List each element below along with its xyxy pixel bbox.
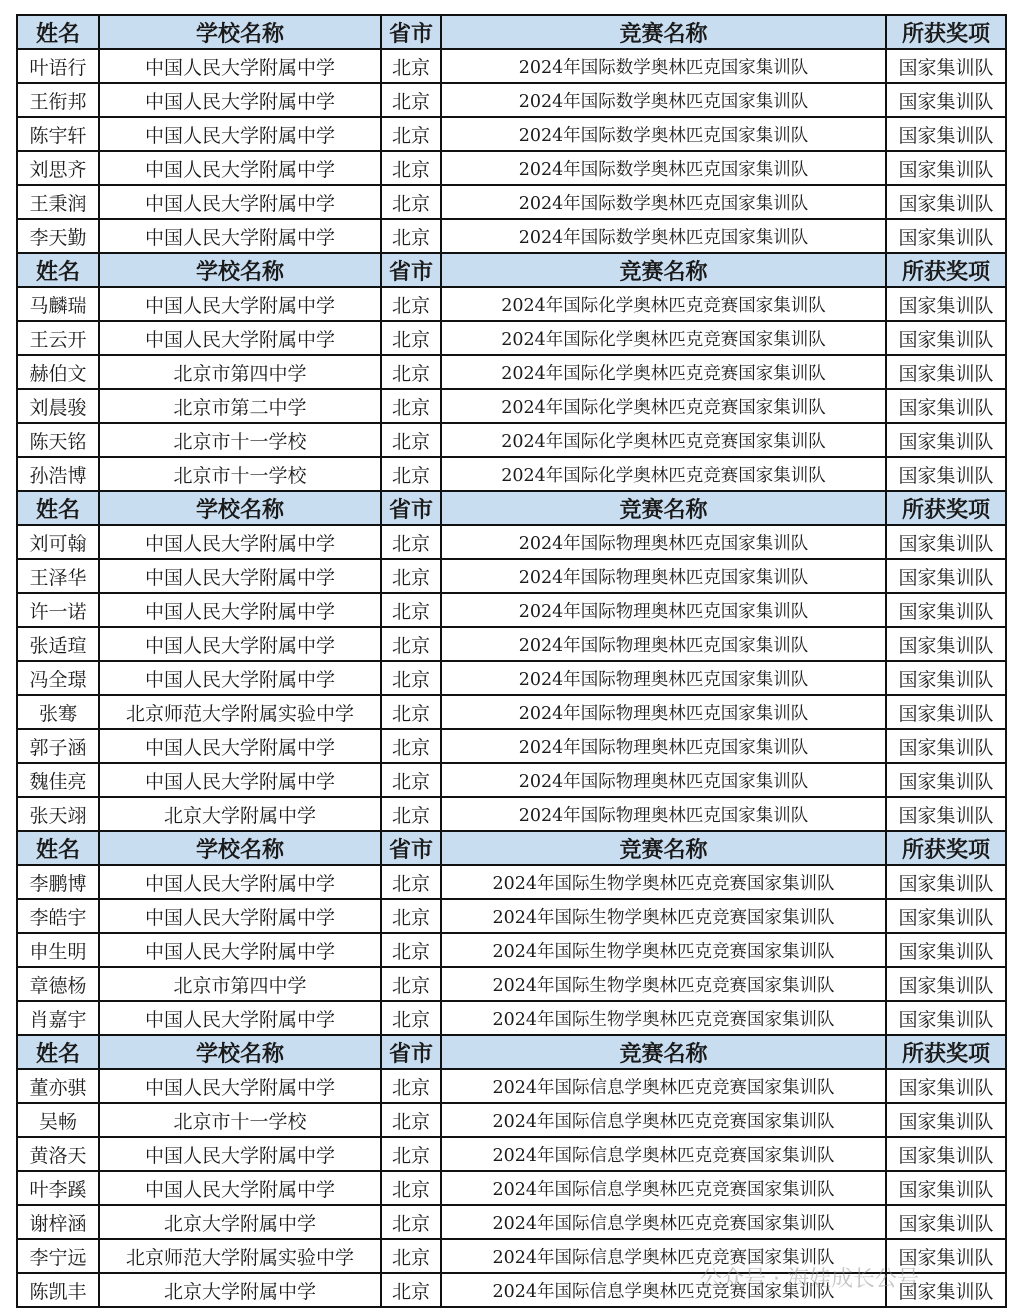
cell-name: 郭子涵 [17,729,99,763]
cell-school: 中国人民大学附属中学 [99,865,381,899]
cell-school: 中国人民大学附属中学 [99,49,381,83]
cell-province: 北京 [381,219,441,253]
cell-name: 张骞 [17,695,99,729]
cell-name: 李宁远 [17,1239,99,1273]
header-province: 省市 [381,831,441,865]
header-award: 所获奖项 [886,1035,1006,1069]
cell-province: 北京 [381,797,441,831]
cell-school: 中国人民大学附属中学 [99,1171,381,1205]
cell-award: 国家集训队 [886,1171,1006,1205]
cell-award: 国家集训队 [886,1273,1006,1307]
cell-competition: 2024年国际生物学奥林匹克竞赛国家集训队 [441,899,886,933]
table-row [17,593,1006,627]
table-row [17,559,1006,593]
header-school: 学校名称 [99,15,381,49]
cell-province: 北京 [381,457,441,491]
cell-province: 北京 [381,49,441,83]
header-name: 姓名 [17,831,99,865]
cell-name: 章德杨 [17,967,99,1001]
cell-school: 中国人民大学附属中学 [99,185,381,219]
cell-province: 北京 [381,661,441,695]
cell-award: 国家集训队 [886,729,1006,763]
cell-province: 北京 [381,1273,441,1307]
cell-school: 中国人民大学附属中学 [99,1069,381,1103]
cell-award: 国家集训队 [886,525,1006,559]
cell-name: 魏佳亮 [17,763,99,797]
cell-school: 北京大学附属中学 [99,1273,381,1307]
cell-province: 北京 [381,287,441,321]
cell-competition: 2024年国际物理奥林匹克国家集训队 [441,593,886,627]
cell-name: 王衔邦 [17,83,99,117]
header-award: 所获奖项 [886,253,1006,287]
cell-province: 北京 [381,1001,441,1035]
cell-award: 国家集训队 [886,287,1006,321]
section-header-row [17,1035,1006,1069]
table-row [17,933,1006,967]
cell-competition: 2024年国际物理奥林匹克国家集训队 [441,797,886,831]
cell-award: 国家集训队 [886,423,1006,457]
header-province: 省市 [381,1035,441,1069]
cell-province: 北京 [381,593,441,627]
header-province: 省市 [381,491,441,525]
table-row [17,763,1006,797]
cell-name: 吴畅 [17,1103,99,1137]
cell-province: 北京 [381,933,441,967]
cell-award: 国家集训队 [886,1069,1006,1103]
table-row [17,797,1006,831]
cell-award: 国家集训队 [886,457,1006,491]
cell-award: 国家集训队 [886,389,1006,423]
cell-competition: 2024年国际数学奥林匹克国家集训队 [441,117,886,151]
cell-name: 张天翊 [17,797,99,831]
header-competition: 竞赛名称 [441,491,886,525]
cell-competition: 2024年国际化学奥林匹克竞赛国家集训队 [441,287,886,321]
cell-school: 中国人民大学附属中学 [99,1001,381,1035]
cell-province: 北京 [381,355,441,389]
cell-name: 王云开 [17,321,99,355]
cell-name: 张适瑄 [17,627,99,661]
cell-name: 陈天铭 [17,423,99,457]
cell-school: 北京市十一学校 [99,457,381,491]
cell-school: 北京师范大学附属实验中学 [99,1239,381,1273]
cell-school: 中国人民大学附属中学 [99,627,381,661]
cell-name: 刘可翰 [17,525,99,559]
cell-school: 中国人民大学附属中学 [99,83,381,117]
cell-school: 北京大学附属中学 [99,1205,381,1239]
cell-school: 北京市第四中学 [99,967,381,1001]
header-award: 所获奖项 [886,831,1006,865]
cell-province: 北京 [381,763,441,797]
cell-competition: 2024年国际数学奥林匹克国家集训队 [441,83,886,117]
cell-province: 北京 [381,899,441,933]
cell-province: 北京 [381,151,441,185]
cell-school: 北京市十一学校 [99,1103,381,1137]
cell-province: 北京 [381,185,441,219]
cell-competition: 2024年国际信息学奥林匹克竞赛国家集训队 [441,1103,886,1137]
cell-award: 国家集训队 [886,797,1006,831]
table-row [17,1137,1006,1171]
cell-competition: 2024年国际生物学奥林匹克竞赛国家集训队 [441,1001,886,1035]
table-row [17,729,1006,763]
cell-school: 中国人民大学附属中学 [99,763,381,797]
section-header-row [17,491,1006,525]
cell-award: 国家集训队 [886,355,1006,389]
cell-competition: 2024年国际生物学奥林匹克竞赛国家集训队 [441,933,886,967]
cell-competition: 2024年国际生物学奥林匹克竞赛国家集训队 [441,865,886,899]
cell-name: 叶语行 [17,49,99,83]
header-school: 学校名称 [99,491,381,525]
cell-province: 北京 [381,1137,441,1171]
cell-province: 北京 [381,1205,441,1239]
cell-name: 申生明 [17,933,99,967]
cell-award: 国家集训队 [886,185,1006,219]
header-school: 学校名称 [99,253,381,287]
cell-name: 董亦骐 [17,1069,99,1103]
cell-province: 北京 [381,967,441,1001]
cell-competition: 2024年国际信息学奥林匹克竞赛国家集训队 [441,1137,886,1171]
header-competition: 竞赛名称 [441,1035,886,1069]
table-row [17,457,1006,491]
cell-award: 国家集训队 [886,1205,1006,1239]
header-name: 姓名 [17,253,99,287]
table-row [17,83,1006,117]
cell-province: 北京 [381,321,441,355]
cell-award: 国家集训队 [886,899,1006,933]
header-name: 姓名 [17,15,99,49]
cell-province: 北京 [381,1171,441,1205]
cell-award: 国家集训队 [886,117,1006,151]
cell-competition: 2024年国际化学奥林匹克竞赛国家集训队 [441,321,886,355]
header-competition: 竞赛名称 [441,15,886,49]
cell-name: 肖嘉宇 [17,1001,99,1035]
cell-competition: 2024年国际物理奥林匹克国家集训队 [441,763,886,797]
table-row [17,151,1006,185]
cell-competition: 2024年国际物理奥林匹克国家集训队 [441,559,886,593]
cell-award: 国家集训队 [886,763,1006,797]
header-province: 省市 [381,15,441,49]
cell-competition: 2024年国际信息学奥林匹克竞赛国家集训队 [441,1171,886,1205]
cell-competition: 2024年国际生物学奥林匹克竞赛国家集训队 [441,967,886,1001]
table-row [17,695,1006,729]
cell-award: 国家集训队 [886,933,1006,967]
cell-competition: 2024年国际信息学奥林匹克竞赛国家集训队 [441,1069,886,1103]
table-row [17,661,1006,695]
cell-name: 陈宇轩 [17,117,99,151]
cell-award: 国家集训队 [886,559,1006,593]
section-header-row [17,831,1006,865]
cell-competition: 2024年国际物理奥林匹克国家集训队 [441,695,886,729]
header-award: 所获奖项 [886,491,1006,525]
table-row [17,219,1006,253]
header-name: 姓名 [17,1035,99,1069]
cell-award: 国家集训队 [886,49,1006,83]
cell-award: 国家集训队 [886,321,1006,355]
watermark-text: 公众号 · 海娃成长公号 [700,1267,919,1292]
cell-award: 国家集训队 [886,695,1006,729]
table-row [17,1205,1006,1239]
cell-province: 北京 [381,1069,441,1103]
cell-province: 北京 [381,865,441,899]
cell-competition: 2024年国际化学奥林匹克竞赛国家集训队 [441,423,886,457]
cell-name: 刘晨骏 [17,389,99,423]
table-row [17,355,1006,389]
section-header-row [17,15,1006,49]
award-table-body [17,15,1006,1307]
table-row [17,967,1006,1001]
cell-competition: 2024年国际物理奥林匹克国家集训队 [441,661,886,695]
cell-school: 中国人民大学附属中学 [99,287,381,321]
cell-name: 王泽华 [17,559,99,593]
cell-school: 北京大学附属中学 [99,797,381,831]
cell-competition: 2024年国际物理奥林匹克国家集训队 [441,627,886,661]
cell-competition: 2024年国际物理奥林匹克国家集训队 [441,729,886,763]
header-school: 学校名称 [99,1035,381,1069]
cell-competition: 2024年国际信息学奥林匹克竞赛国家集训队 [441,1205,886,1239]
cell-award: 国家集训队 [886,593,1006,627]
header-province: 省市 [381,253,441,287]
cell-name: 黄洛天 [17,1137,99,1171]
cell-school: 中国人民大学附属中学 [99,729,381,763]
cell-competition: 2024年国际数学奥林匹克国家集训队 [441,151,886,185]
cell-name: 陈凯丰 [17,1273,99,1307]
cell-award: 国家集训队 [886,967,1006,1001]
cell-competition: 2024年国际数学奥林匹克国家集训队 [441,219,886,253]
cell-school: 中国人民大学附属中学 [99,219,381,253]
cell-name: 马麟瑞 [17,287,99,321]
cell-name: 王秉润 [17,185,99,219]
cell-province: 北京 [381,389,441,423]
cell-province: 北京 [381,729,441,763]
table-row [17,49,1006,83]
cell-province: 北京 [381,83,441,117]
cell-province: 北京 [381,525,441,559]
cell-province: 北京 [381,695,441,729]
table-row [17,1069,1006,1103]
cell-school: 中国人民大学附属中学 [99,661,381,695]
table-row [17,287,1006,321]
cell-competition: 2024年国际物理奥林匹克国家集训队 [441,525,886,559]
cell-name: 刘思齐 [17,151,99,185]
cell-name: 李天勤 [17,219,99,253]
cell-award: 国家集训队 [886,219,1006,253]
cell-competition: 2024年国际信息学奥林匹克竞赛国家集训队 [441,1239,886,1273]
header-competition: 竞赛名称 [441,253,886,287]
table-row [17,1001,1006,1035]
cell-school: 北京市十一学校 [99,423,381,457]
cell-competition: 2024年国际信息学奥林匹克竞赛国家集训队 [441,1273,886,1307]
table-row [17,117,1006,151]
cell-award: 国家集训队 [886,83,1006,117]
cell-award: 国家集训队 [886,865,1006,899]
cell-school: 中国人民大学附属中学 [99,899,381,933]
cell-competition: 2024年国际数学奥林匹克国家集训队 [441,49,886,83]
cell-province: 北京 [381,1239,441,1273]
table-row [17,865,1006,899]
header-competition: 竞赛名称 [441,831,886,865]
table-row [17,627,1006,661]
cell-school: 中国人民大学附属中学 [99,151,381,185]
header-award: 所获奖项 [886,15,1006,49]
cell-competition: 2024年国际化学奥林匹克竞赛国家集训队 [441,355,886,389]
award-table-sheet [16,14,1005,1308]
cell-name: 许一诺 [17,593,99,627]
table-row [17,185,1006,219]
cell-name: 冯全璟 [17,661,99,695]
cell-school: 北京市第四中学 [99,355,381,389]
cell-award: 国家集训队 [886,151,1006,185]
cell-school: 中国人民大学附属中学 [99,933,381,967]
cell-award: 国家集训队 [886,627,1006,661]
cell-competition: 2024年国际化学奥林匹克竞赛国家集训队 [441,389,886,423]
section-header-row [17,253,1006,287]
cell-province: 北京 [381,423,441,457]
cell-province: 北京 [381,1103,441,1137]
table-row [17,389,1006,423]
cell-school: 中国人民大学附属中学 [99,525,381,559]
cell-award: 国家集训队 [886,1239,1006,1273]
cell-award: 国家集训队 [886,661,1006,695]
table-row [17,423,1006,457]
cell-award: 国家集训队 [886,1103,1006,1137]
cell-name: 孙浩博 [17,457,99,491]
cell-school: 中国人民大学附属中学 [99,1137,381,1171]
cell-name: 李鹏博 [17,865,99,899]
award-table [16,14,1007,1308]
cell-school: 中国人民大学附属中学 [99,321,381,355]
cell-school: 中国人民大学附属中学 [99,559,381,593]
cell-school: 北京师范大学附属实验中学 [99,695,381,729]
cell-name: 赫伯文 [17,355,99,389]
cell-name: 李皓宇 [17,899,99,933]
cell-award: 国家集训队 [886,1137,1006,1171]
cell-province: 北京 [381,117,441,151]
cell-name: 谢梓涵 [17,1205,99,1239]
table-row [17,1171,1006,1205]
cell-province: 北京 [381,559,441,593]
table-row [17,1103,1006,1137]
cell-school: 中国人民大学附属中学 [99,117,381,151]
cell-competition: 2024年国际数学奥林匹克国家集训队 [441,185,886,219]
table-row [17,899,1006,933]
cell-name: 叶李蹊 [17,1171,99,1205]
header-name: 姓名 [17,491,99,525]
cell-school: 北京市第二中学 [99,389,381,423]
cell-competition: 2024年国际化学奥林匹克竞赛国家集训队 [441,457,886,491]
table-row [17,321,1006,355]
table-row [17,525,1006,559]
cell-province: 北京 [381,627,441,661]
header-school: 学校名称 [99,831,381,865]
cell-award: 国家集训队 [886,1001,1006,1035]
cell-school: 中国人民大学附属中学 [99,593,381,627]
